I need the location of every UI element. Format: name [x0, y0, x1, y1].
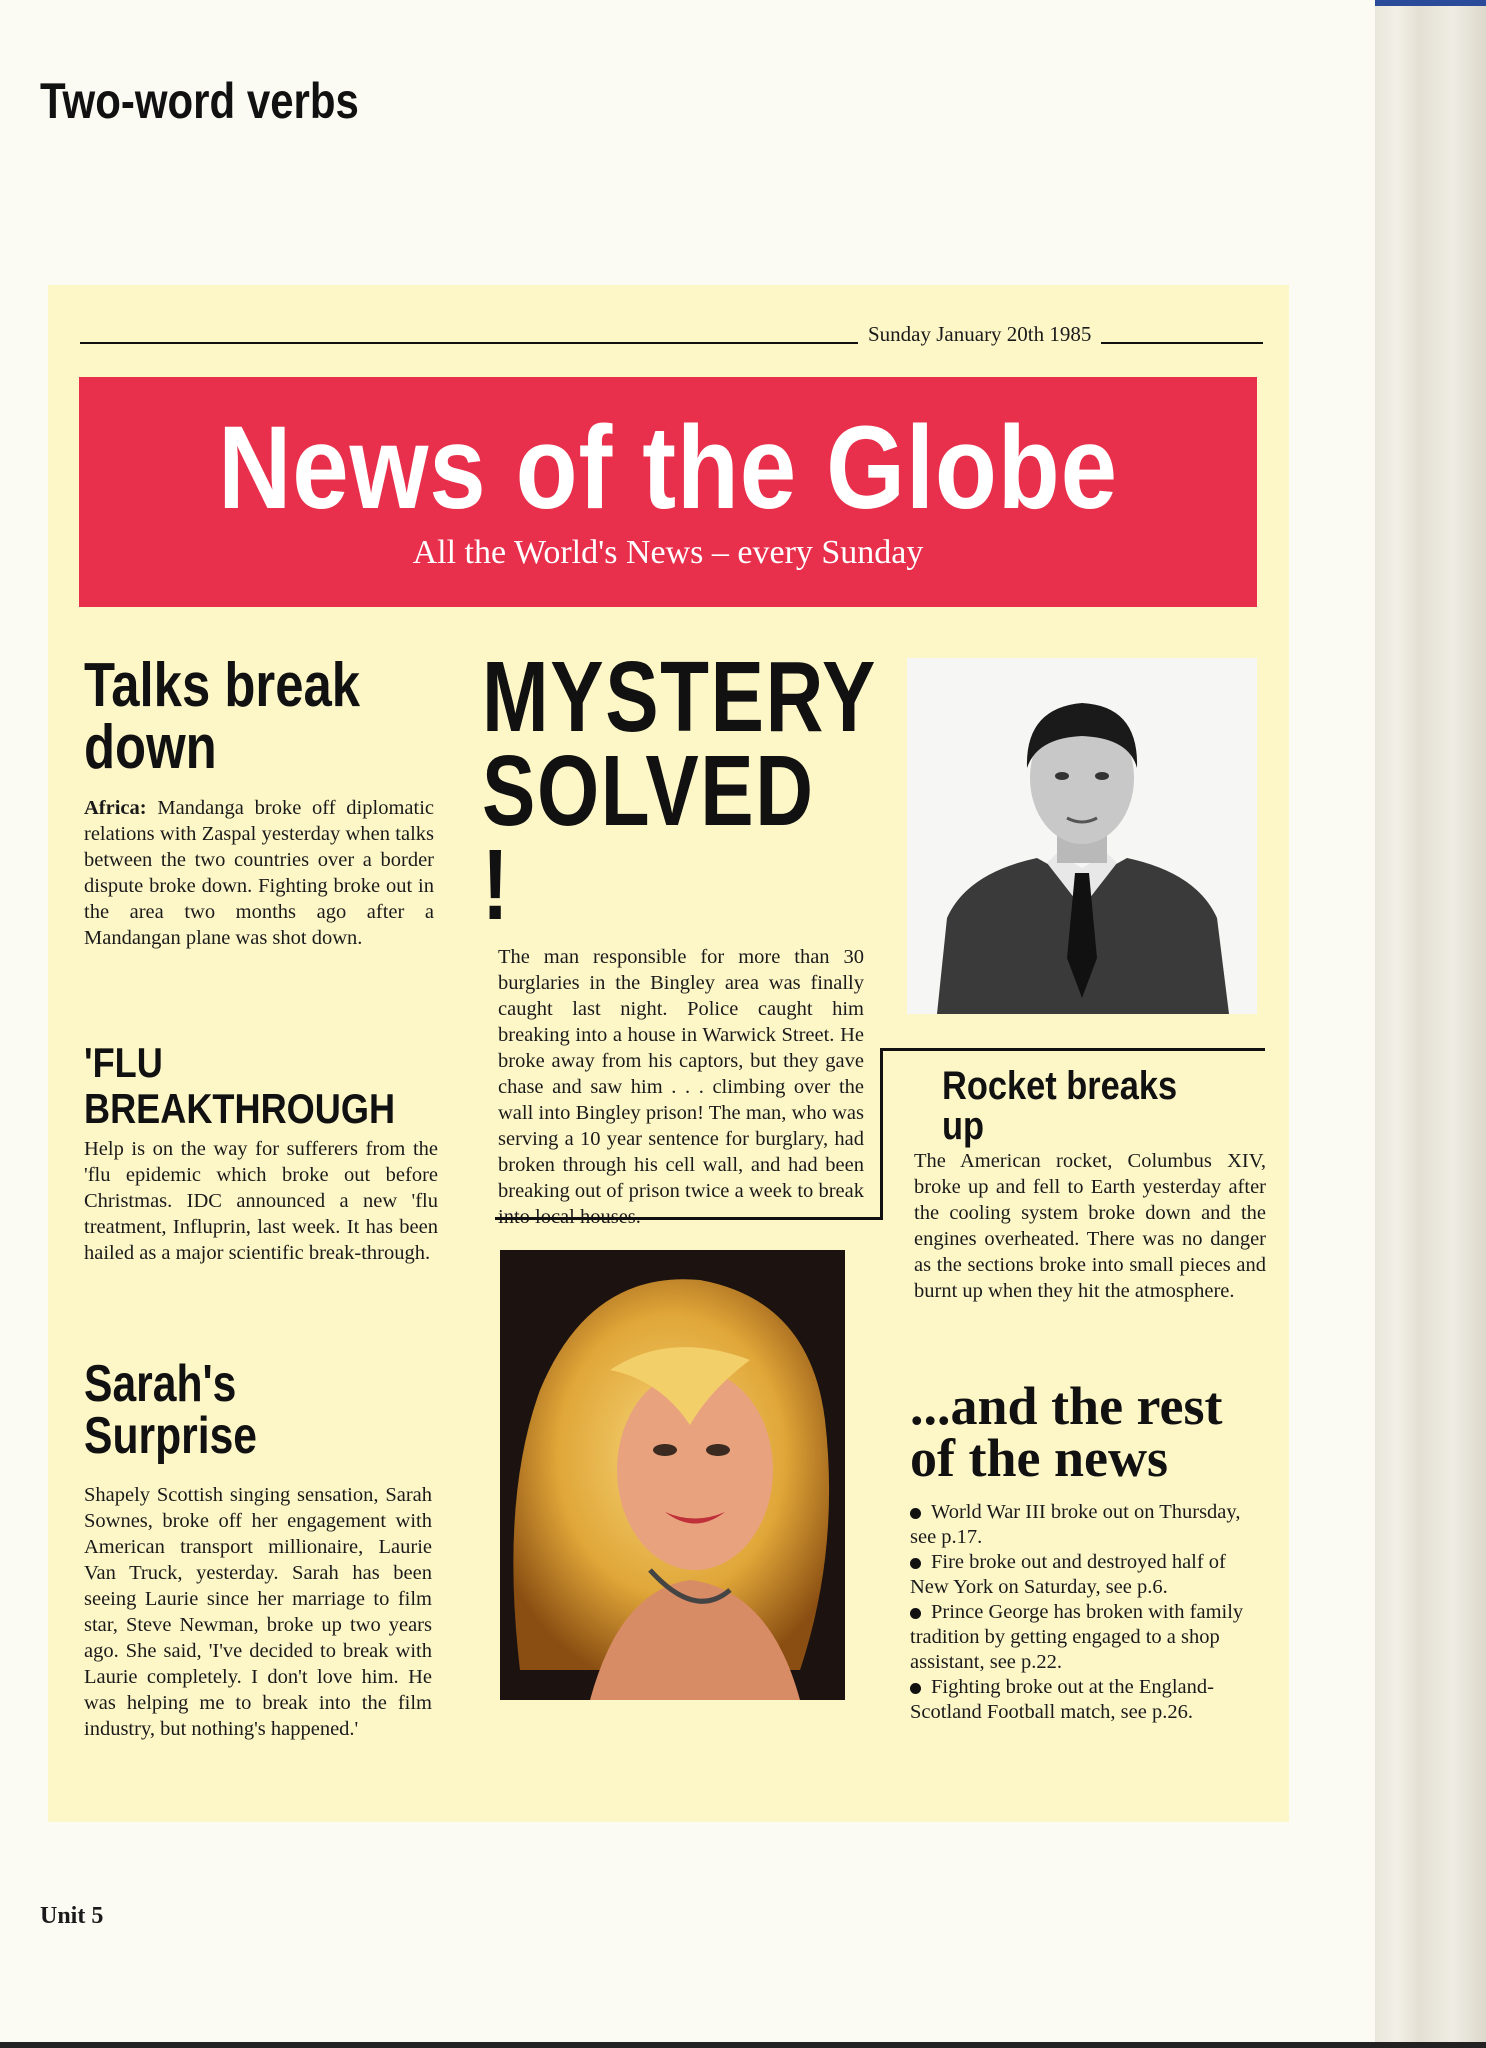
rest-item — [910, 1600, 1266, 1675]
suspect-photo — [907, 658, 1257, 1014]
page-edge — [1375, 0, 1486, 2048]
rocket-box-top-rule — [880, 1048, 1265, 1051]
rest-item — [910, 1675, 1266, 1725]
page-top-line — [1375, 0, 1486, 6]
flu-headline — [84, 1040, 394, 1132]
man-portrait-icon — [907, 658, 1257, 1014]
flu-headline-line1: 'FLU — [84, 1039, 163, 1086]
dateline — [80, 322, 1263, 356]
sarah-headline: Sarah's Surprise — [84, 1355, 258, 1465]
rest-list — [910, 1500, 1266, 1725]
mystery-box-right-rule — [880, 1048, 883, 1220]
mystery-headline-line1: MYSTERY — [482, 641, 877, 753]
sarah-photo — [500, 1250, 845, 1700]
sarah-article — [84, 1355, 444, 1742]
masthead — [79, 377, 1257, 607]
rest-item-text: Fire broke out and destroyed half of New York on Saturday, see p.6. — [910, 1551, 1226, 1598]
talks-headline-line1: Talks break — [84, 651, 361, 720]
sarah-body: Shapely Scottish singing sensation, Sarah Sownes, broke off her engagement with American transport millionaire, Laurie Van Truck, yesterday. Sarah has been seeing Laurie since her marriage to film star, Steve Newman, broke up two years ago. She said, 'I've decided to break with Laurie completely. I don't love him. He was helping me to break into the film industry, but nothing's happened.' — [84, 1484, 432, 1740]
rest-item-text: Fighting broke out at the England-Scotland Football match, see p.26. — [910, 1676, 1214, 1723]
talks-body — [84, 795, 434, 951]
rest-article — [910, 1376, 1266, 1725]
flu-body: Help is on the way for sufferers from the 'flu epidemic which broke out before Christmas. IDC announced a new 'flu treatment, Influprin, last week. It has been hailed as a major scientific break-through. — [84, 1138, 438, 1264]
rocket-body: The American rocket, Columbus XIV, broke up and fell to Earth yesterday after the cooling system broke down and the engines overheated. There was no danger as the sections broke into small pieces and burnt up when they hit the atmosphere. — [914, 1150, 1266, 1302]
woman-portrait-icon — [500, 1250, 845, 1700]
bottom-bar — [0, 2042, 1486, 2048]
unit-footer: Unit 5 — [40, 1903, 104, 1929]
mystery-article — [482, 641, 882, 1230]
newspaper-name: News of the Globe — [218, 402, 1118, 534]
bullet-icon — [910, 1608, 921, 1619]
rest-item-text: Prince George has broken with family tradition by getting engaged to a shop assistant, see p.22. — [910, 1601, 1244, 1673]
mystery-box-bottom-rule — [495, 1217, 882, 1220]
rest-item-text: World War III broke out on Thursday, see p.17. — [910, 1501, 1241, 1548]
rocket-headline: Rocket breaks up — [942, 1064, 1178, 1148]
mystery-headline-line2: SOLVED ! — [482, 735, 815, 941]
talks-text: Mandanga broke off diplomatic relations with Zaspal yesterday when talks between the two countries over a border dispute broke down. Fighting broke out in the area two months ago after a Mandangan plane was shot down. — [84, 797, 434, 949]
talks-headline — [84, 651, 379, 782]
rest-headline-line2: of the news — [910, 1428, 1168, 1488]
rocket-article — [914, 1066, 1266, 1304]
talks-place: Africa: — [84, 797, 147, 819]
rest-item — [910, 1550, 1266, 1600]
flu-headline-line2: BREAKTHROUGH — [84, 1085, 396, 1132]
rest-item — [910, 1500, 1266, 1550]
newspaper-date: Sunday January 20th 1985 — [858, 322, 1101, 347]
page-title: Two-word verbs — [40, 73, 359, 129]
rest-headline-line1: ...and the rest — [910, 1376, 1223, 1436]
bullet-icon — [910, 1683, 921, 1694]
bullet-icon — [910, 1508, 921, 1519]
bullet-icon — [910, 1558, 921, 1569]
talks-headline-line2: down — [84, 713, 217, 782]
talks-article — [84, 651, 444, 951]
rest-headline — [910, 1376, 1266, 1488]
newspaper-tagline: All the World's News – every Sunday — [412, 534, 924, 571]
mystery-headline — [482, 641, 877, 941]
flu-article — [84, 1040, 444, 1266]
mystery-body: The man responsible for more than 30 burglaries in the Bingley area was finally caught last night. Police caught him breaking into a house in Warwick Street. He broke away from his captors, but they gave chase and saw him . . . climbing over the wall into Bingley prison! The man, who was serving a 10 year sentence for burglary, had broken through his cell wall, and had been breaking out of prison twice a week to break — [498, 946, 864, 1202]
